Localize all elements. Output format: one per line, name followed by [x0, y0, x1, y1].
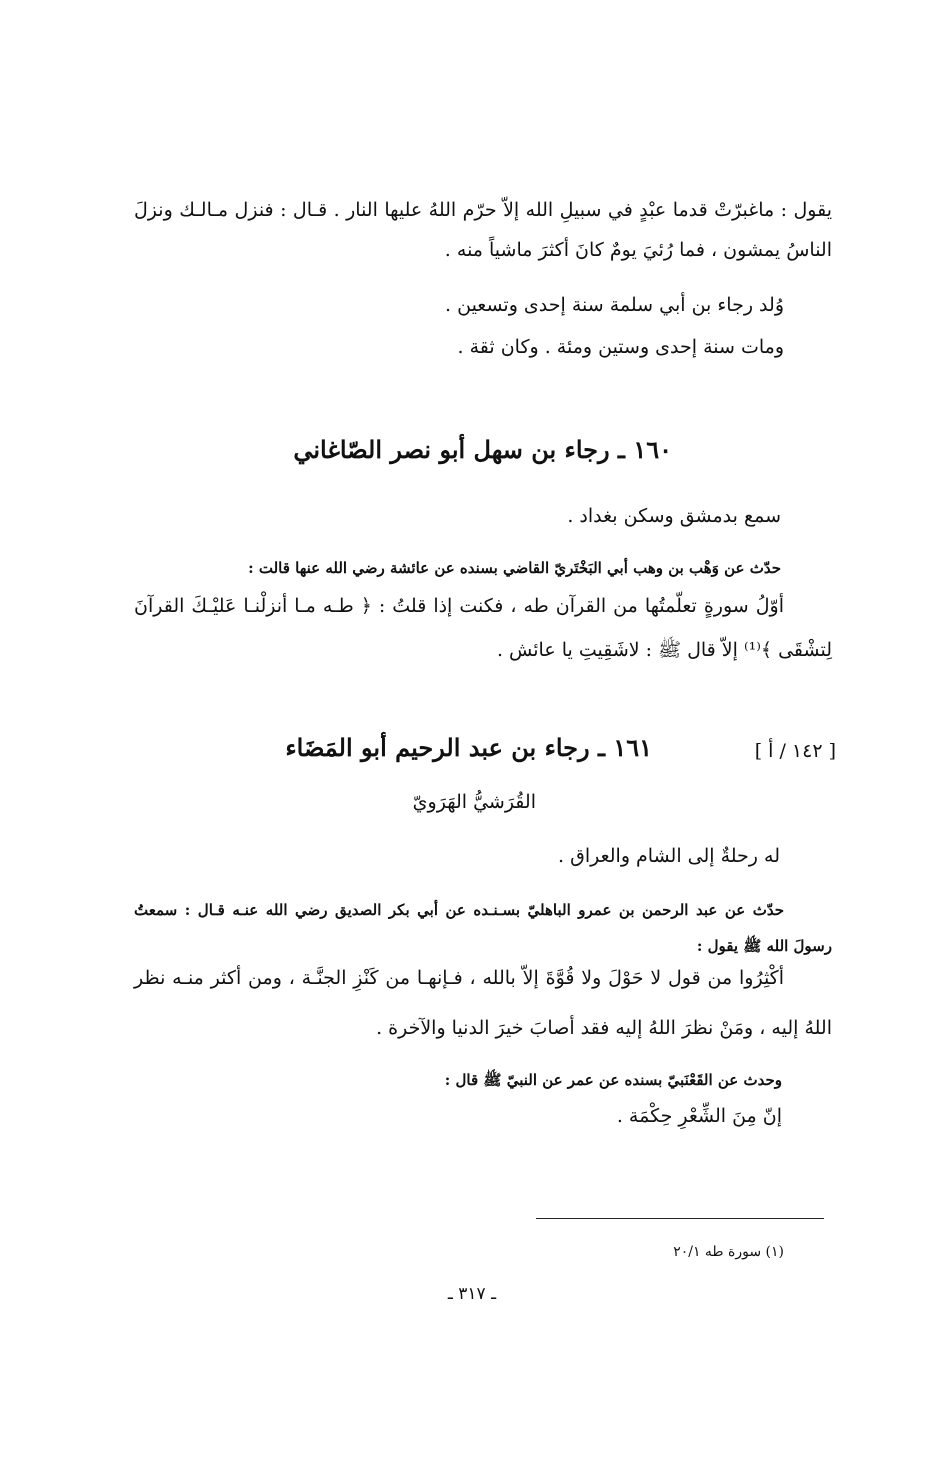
text-line-2: الناسُ يمشون ، فما رُئيَ يومٌ كانَ أكثرَ ماشياً منه .: [444, 239, 832, 261]
page-number: ـ ٣١٧ ـ: [447, 1284, 497, 1304]
isnad-line-14: وحدث عن القَعْنَبيّ بسنده عن عمر عن النبيّ ﷺ قال :: [444, 1071, 782, 1089]
footnote: (١) سورة طه ٢٠/١: [673, 1244, 784, 1260]
hadith-line-7: أوّلُ سورةٍ تعلّمتُها من القرآن طه ، فكنت إذا قلتُ : ﴿ طـه مـا أنزلْنـا عَليْـكَ القرآنَ: [134, 595, 784, 617]
isnad-line-10: حدّث عن عبد الرحمن بن عمرو الباهليّ بسـنـده عن أبي بكر الصديق رضي الله عنـه قـال : سمعتُ: [134, 901, 784, 919]
text-line-4: ومات سنة إحدى وستين ومئة . وكان ثقة .: [457, 336, 784, 358]
folio-marker: [ ١٤٢ / أ ]: [754, 740, 836, 762]
isnad-line-11: رسولَ الله ﷺ يقول :: [696, 937, 832, 955]
hadith-line-12: أكْثِرُوا من قول لا حَوْلَ ولا قُوَّةَ إلاّ بالله ، فـإنهـا من كَنْزِ الجنَّـة ، ومن أكثر منـه نظر: [134, 967, 784, 989]
heading-161-subtitle: القُرَشيُّ الهَرَويّ: [412, 791, 536, 813]
hadith-line-15: إنّ مِنَ الشِّعْرِ حِكْمَة .: [616, 1105, 782, 1127]
text-line-5: سمع بدمشق وسكن بغداد .: [567, 505, 781, 527]
footnote-rule: [536, 1218, 824, 1219]
heading-161: ١٦١ ـ رجاء بن عبد الرحيم أبو المَضَاء: [285, 733, 652, 762]
text-line-1: يقول : ماغبرّتْ قدما عبْدٍ في سبيلِ الله إلاّ حرّم اللهُ عليها النار . قـال : فنزل مـالـك ونزلَ: [134, 199, 832, 221]
isnad-line-6: حدّث عن وَهْب بن وهب أبي البَخْتَريّ القاضي بسنده عن عائشة رضي الله عنها قالت :: [248, 559, 781, 577]
heading-160: ١٦٠ ـ رجاء بن سهل أبو نصر الصّاغاني: [293, 435, 672, 464]
hadith-line-8: لِتشْقَى ﴾⁽¹⁾ إلاّ قال ﷺ : لاشَقِيتِ يا عائش .: [496, 639, 832, 661]
text-line-3: وُلد رجاء بن أبي سلمة سنة إحدى وتسعين .: [445, 294, 784, 316]
hadith-line-13: اللهُ إليه ، ومَنْ نظرَ اللهُ إليه فقد أصابَ خيرَ الدنيا والآخرة .: [376, 1017, 832, 1039]
text-line-9: له رحلةٌ إلى الشام والعراق .: [558, 845, 780, 867]
